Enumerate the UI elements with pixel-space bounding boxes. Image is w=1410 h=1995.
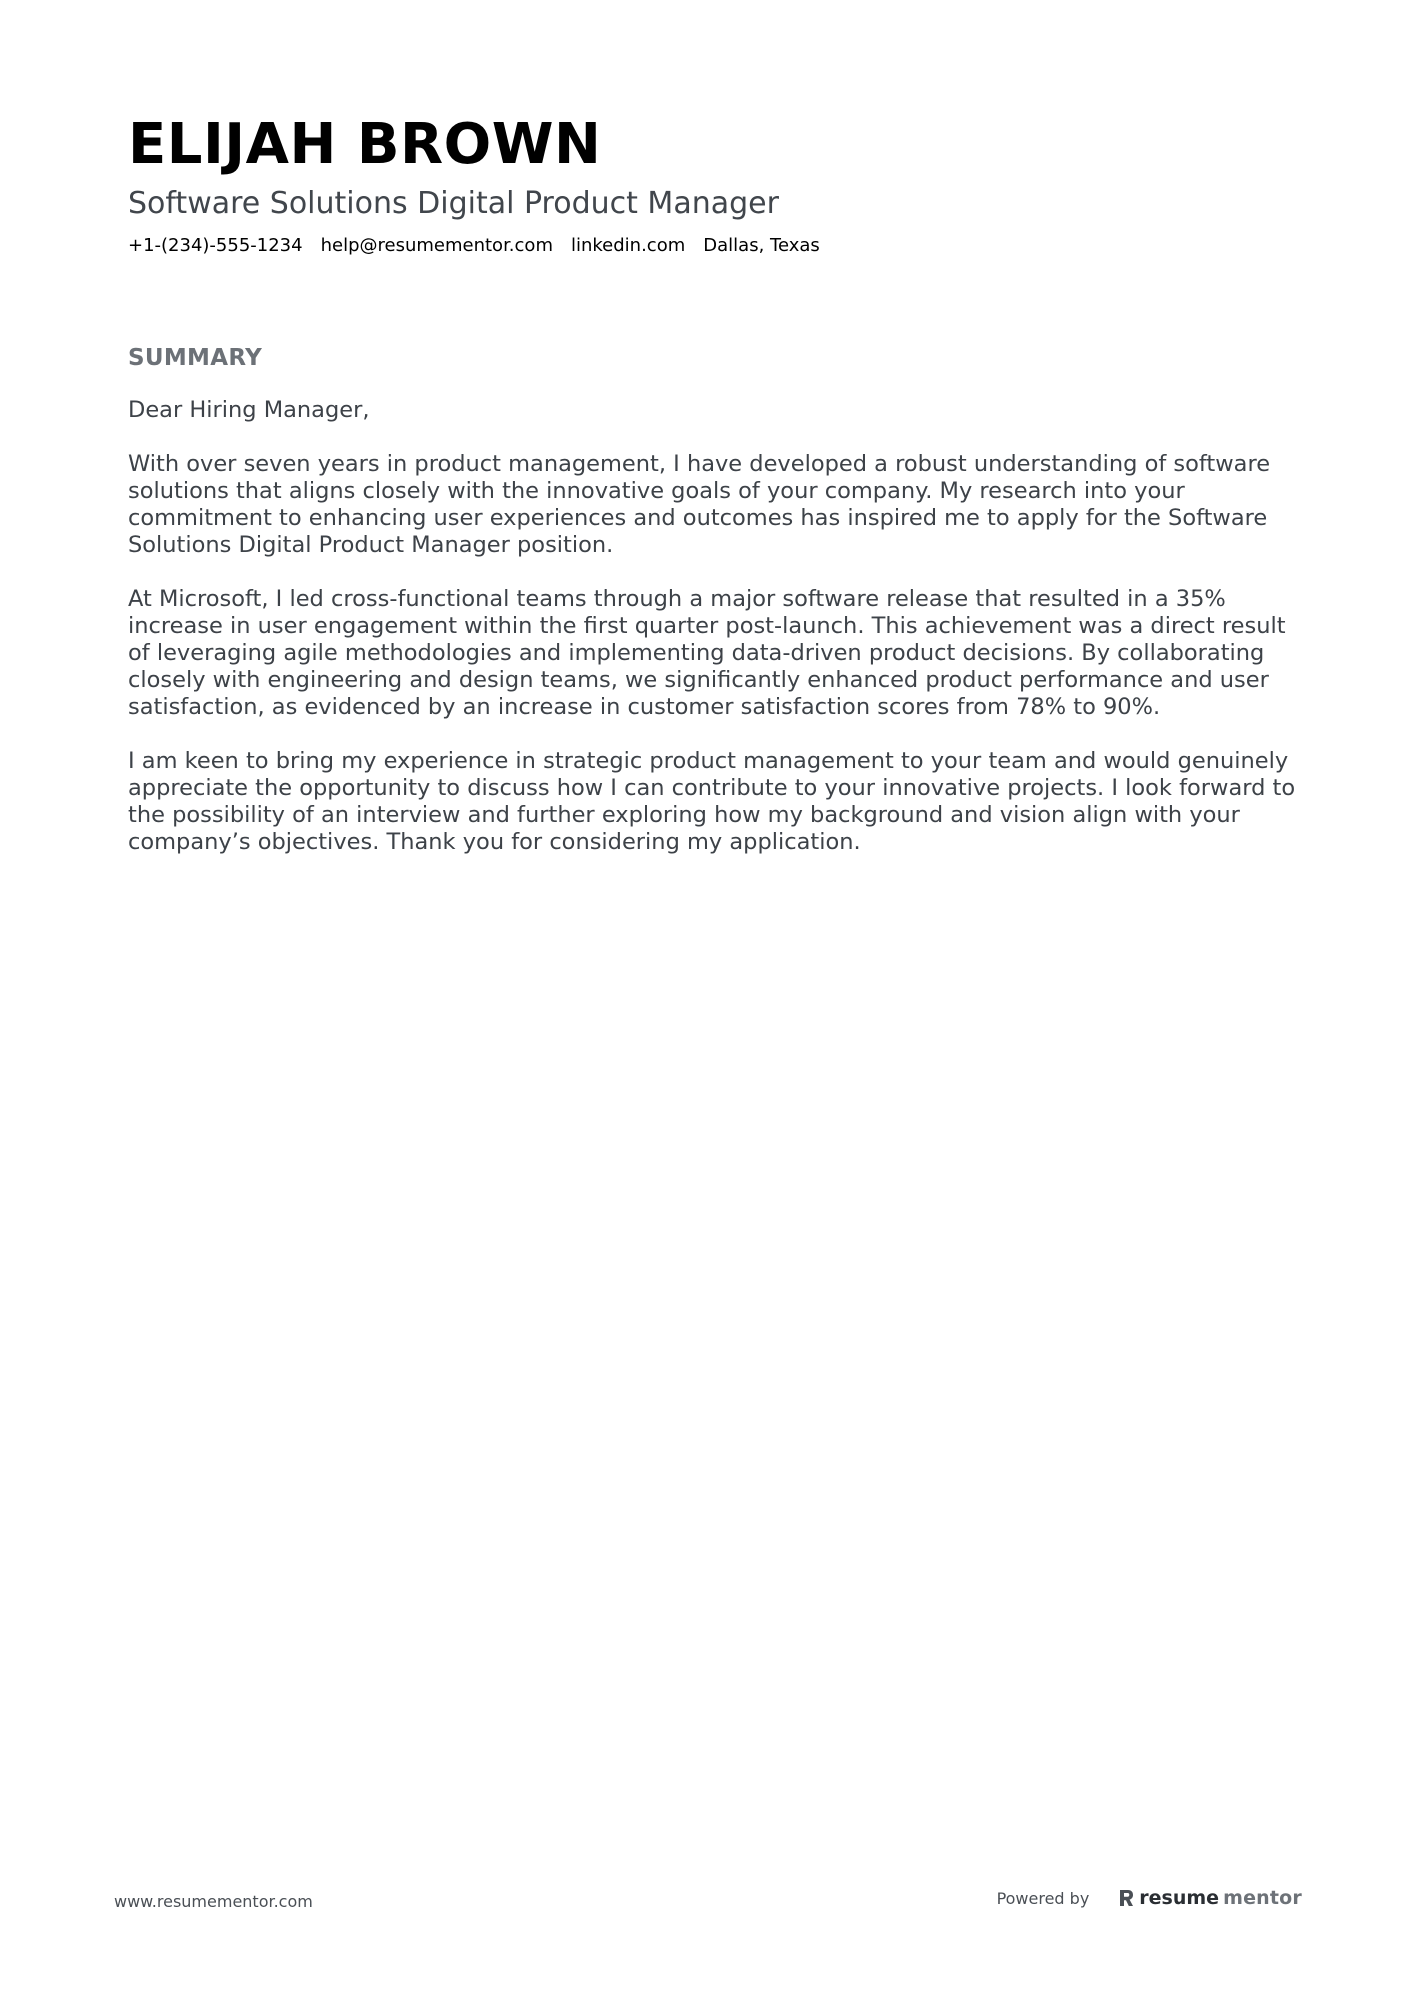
- job-title: Software Solutions Digital Product Manager: [128, 186, 779, 221]
- powered-by-label: Powered by: [996, 1888, 1090, 1908]
- paragraph-experience: At Microsoft, I led cross-functional teams through a major software release that resulted in a 35% increase in user engagement within the first quarter post-launch. This achievement was a direct result of leveraging agile methodologies and implementing data-driven product decisions. By collaborating closely with engineering and design teams, we significantly enhanced product performance and user satisfaction, as evidenced by an increase in customer satisfaction scores from 78% to 90%.: [128, 586, 1286, 720]
- brand-text-mentor: mentor: [1223, 1887, 1302, 1909]
- brand-text-resume: resume: [1139, 1887, 1220, 1909]
- letter-body: [128, 397, 1298, 856]
- brand-logo[interactable]: [1117, 1887, 1302, 1909]
- contact-info: [128, 234, 1288, 258]
- salutation: Dear Hiring Manager,: [128, 397, 370, 423]
- candidate-name: ELIJAH BROWN: [128, 112, 602, 177]
- header: [128, 110, 1288, 258]
- contact-email[interactable]: help@resumementor.com: [320, 235, 553, 256]
- contact-location: Dallas, Texas: [703, 235, 820, 256]
- summary-section: [128, 343, 1298, 883]
- contact-linkedin[interactable]: linkedin.com: [570, 235, 686, 256]
- paragraph-closing: I am keen to bring my experience in strategic product management to your team and would genuinely appreciate the opportunity to discuss how I can contribute to your innovative projects. I look forward to the possibility of an interview and further exploring how my background and vision align with your company’s objectives. Thank you for considering my application.: [128, 748, 1296, 855]
- paragraph-intro: With over seven years in product management, I have developed a robust understanding of software solutions that aligns closely with the innovative goals of your company. My research into your commitment to enhancing user experiences and outcomes has inspired me to apply for the Software Solutions Digital Product Manager position.: [128, 451, 1271, 558]
- section-title-summary: SUMMARY: [128, 345, 263, 371]
- footer-website[interactable]: www.resumementor.com: [114, 1892, 313, 1911]
- contact-phone: +1-(234)-555-1234: [128, 235, 303, 256]
- footer-branding: [997, 1887, 1302, 1909]
- resumementor-logo-icon: [1117, 1888, 1135, 1908]
